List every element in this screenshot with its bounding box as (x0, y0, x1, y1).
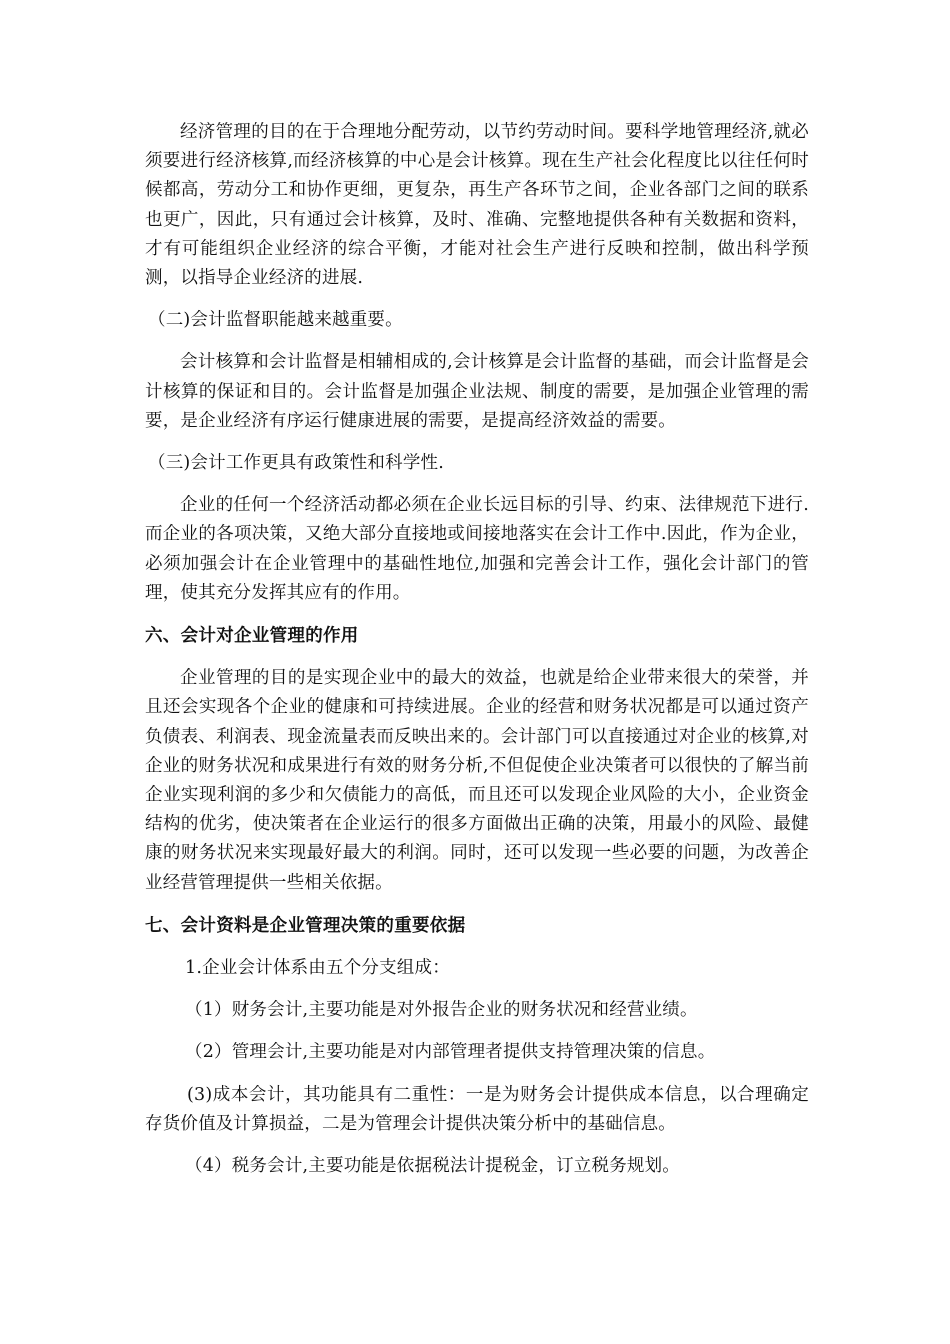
section-heading-six: 六、会计对企业管理的作用 (145, 626, 359, 647)
paragraph-management-role: 企业管理的目的是实现企业中的最大的效益，也就是给企业带来很大的荣誉，并且还会实现各个企业的健康和可持续进展。企业的经营和财务状况都是可以通过资产负债表、利润表、现金流量表而反映出来的。会计部门可以直接通过对企业的核算,对企业的财务状况和成果进行有效的财务分析,不但促使企业决策者可以很快的了解当前企业实现利润的多少和欠债能力的高低，而且还可以发现企业风险的大小，企业资金结构的优劣，使决策者在企业运行的很多方面做出正确的决策，用最小的风险、最健康的财务状况来实现最好最大的利润。同时，还可以发现一些必要的问题，为改善企业经营管理提供一些相关依据。 (145, 668, 809, 893)
paragraph-accounting-supervision: 会计核算和会计监督是相辅相成的,会计核算是会计监督的基础，而会计监督是会计核算的保证和目的。会计监督是加强企业法规、制度的需要，是加强企业管理的需要，是企业经济有序运行健康进展的需要，是提高经济效益的需要。 (145, 352, 809, 431)
subheading-policy-science: （三)会计工作更具有政策性和科学性. (148, 453, 444, 474)
list-item-tax-accounting: （4）税务会计,主要功能是依据税法计提税金，订立税务规划。 (185, 1156, 680, 1177)
section-heading-seven: 七、会计资料是企业管理决策的重要依据 (145, 915, 466, 936)
list-item-cost-accounting: (3)成本会计，其功能具有二重性：一是为财务会计提供成本信息，以合理确定存货价值及计算损益，二是为管理会计提供决策分析中的基础信息。 (145, 1084, 809, 1134)
list-item-system: 1.企业会计体系由五个分支组成： (185, 958, 450, 979)
paragraph-policy-science: 企业的任何一个经济活动都必须在企业长远目标的引导、约束、法律规范下进行.而企业的各项决策，又绝大部分直接地或间接地落实在会计工作中.因此，作为企业，必须加强会计在企业管理中的基础性地位,加强和完善会计工作，强化会计部门的管理，使其充分发挥其应有的作用。 (145, 495, 809, 603)
list-item-financial-accounting: （1）财务会计,主要功能是对外报告企业的财务状况和经营业绩。 (185, 1000, 698, 1021)
paragraph-economic-management: 经济管理的目的在于合理地分配劳动，以节约劳动时间。要科学地管理经济,就必须要进行经济核算,而经济核算的中心是会计核算。现在生产社会化程度比以往任何时候都高，劳动分工和协作更细，更复杂，再生产各环节之间，企业各部门之间的联系也更广，因此，只有通过会计核算，及时、准确、完整地提供各种有关数据和资料，才有可能组织企业经济的综合平衡，才能对社会生产进行反映和控制，做出科学预测，以指导企业经济的进展. (145, 122, 809, 289)
document-body (145, 118, 809, 1181)
subheading-accounting-supervision: （二)会计监督职能越来越重要。 (148, 310, 403, 331)
list-item-management-accounting: （2）管理会计,主要功能是对内部管理者提供支持管理决策的信息。 (185, 1042, 716, 1063)
